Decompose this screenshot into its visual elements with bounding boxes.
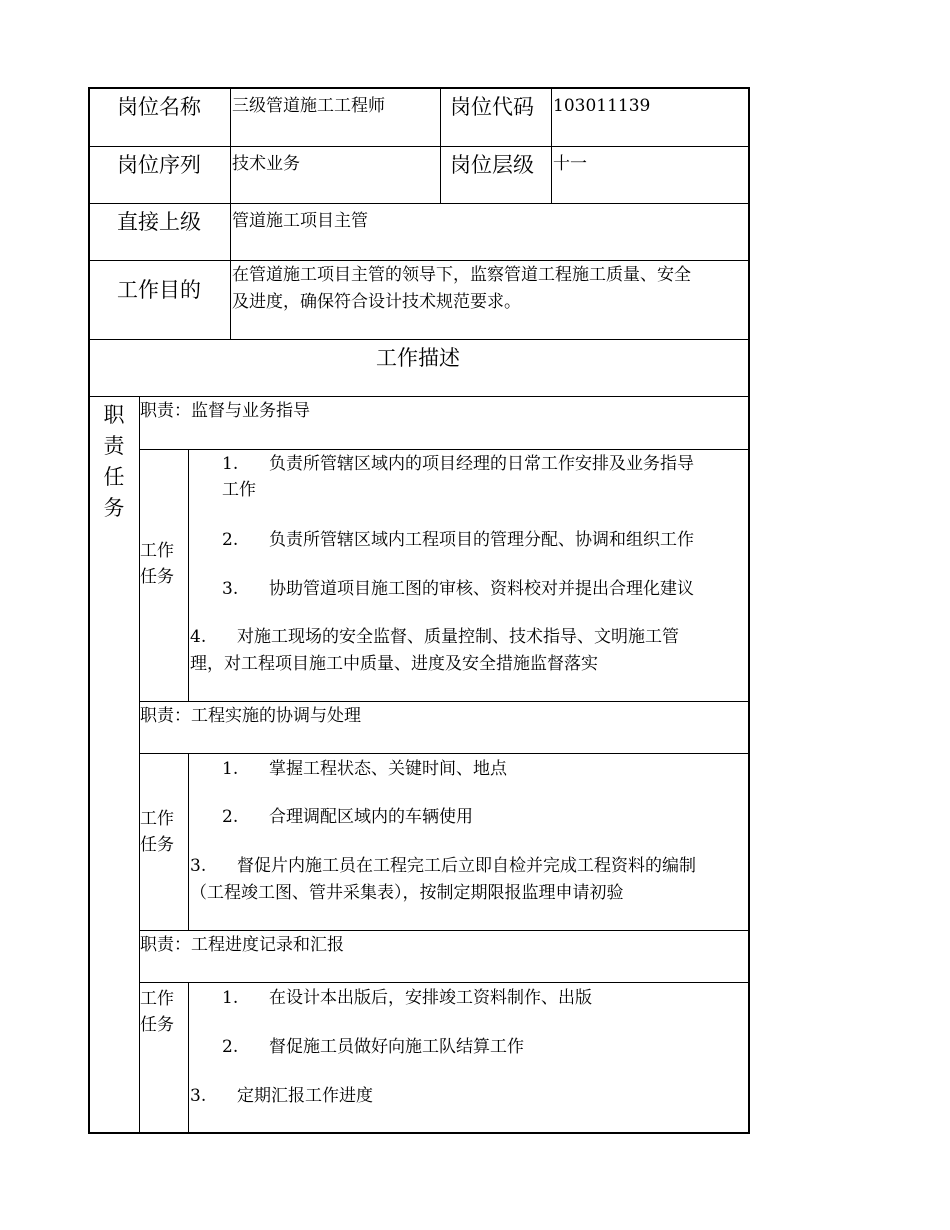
position-code-value: 103011139 bbox=[553, 96, 651, 116]
task-number: 3. bbox=[190, 856, 207, 876]
col-divider bbox=[188, 982, 189, 1133]
task-text-cont: 工作 bbox=[222, 480, 256, 500]
col-divider bbox=[188, 449, 189, 702]
duty-title: 职责：工程实施的协调与处理 bbox=[140, 706, 361, 726]
task-number: 2. bbox=[222, 1037, 239, 1057]
position-code-label: 岗位代码 bbox=[450, 95, 534, 119]
position-name-label: 岗位名称 bbox=[117, 95, 201, 119]
border-top bbox=[88, 87, 750, 89]
col-divider bbox=[188, 753, 189, 931]
task-label: 工作 任务 bbox=[140, 989, 174, 1035]
task-text-cont: 理，对工程项目施工中质量、进度及安全措施监督落实 bbox=[190, 654, 598, 674]
task-number: 1. bbox=[222, 454, 239, 474]
purpose-line-1: 在管道施工项目主管的领导下，监察管道工程施工质量、安全 bbox=[232, 265, 691, 285]
task-text: 定期汇报工作进度 bbox=[237, 1086, 373, 1106]
row-divider bbox=[139, 449, 750, 450]
col-divider bbox=[551, 87, 552, 204]
row-divider bbox=[88, 260, 750, 261]
row-divider bbox=[88, 146, 750, 147]
task-label: 工作 任务 bbox=[140, 541, 174, 587]
row-divider bbox=[88, 339, 750, 340]
task-text: 负责所管辖区域内工程项目的管理分配、协调和组织工作 bbox=[269, 530, 694, 550]
purpose-line-2: 及进度，确保符合设计技术规范要求。 bbox=[232, 292, 521, 312]
task-text: 协助管道项目施工图的审核、资料校对并提出合理化建议 bbox=[269, 579, 694, 599]
supervisor-value: 管道施工项目主管 bbox=[232, 211, 368, 231]
task-number: 2. bbox=[222, 807, 239, 827]
border-right bbox=[748, 87, 750, 1134]
sequence-value: 技术业务 bbox=[232, 154, 300, 174]
description-title: 工作描述 bbox=[376, 346, 460, 370]
task-text: 在设计本出版后，安排竣工资料制作、出版 bbox=[269, 988, 592, 1008]
task-number: 4. bbox=[190, 627, 207, 647]
level-value: 十一 bbox=[553, 154, 587, 174]
row-divider bbox=[88, 203, 750, 204]
supervisor-label: 直接上级 bbox=[117, 210, 201, 234]
col-divider bbox=[440, 87, 441, 204]
position-name-value: 三级管道施工工程师 bbox=[232, 96, 385, 116]
border-left bbox=[88, 87, 90, 1134]
task-label: 工作 任务 bbox=[140, 809, 174, 855]
row-divider bbox=[139, 982, 750, 983]
col-divider bbox=[230, 87, 231, 340]
row-divider bbox=[88, 396, 750, 397]
task-text: 合理调配区域内的车辆使用 bbox=[269, 807, 473, 827]
task-number: 1. bbox=[222, 759, 239, 779]
level-label: 岗位层级 bbox=[450, 153, 534, 177]
task-text: 掌握工程状态、关键时间、地点 bbox=[269, 759, 507, 779]
row-divider bbox=[139, 930, 750, 931]
task-text: 督促片内施工员在工程完工后立即自检并完成工程资料的编制 bbox=[237, 856, 696, 876]
task-text: 对施工现场的安全监督、质量控制、技术指导、文明施工管 bbox=[237, 627, 679, 647]
sequence-label: 岗位序列 bbox=[117, 153, 201, 177]
row-divider bbox=[139, 701, 750, 702]
row-divider bbox=[139, 753, 750, 754]
task-number: 2. bbox=[222, 530, 239, 550]
duty-title: 职责：工程进度记录和汇报 bbox=[140, 935, 344, 955]
task-text: 督促施工员做好向施工队结算工作 bbox=[269, 1037, 524, 1057]
task-number: 3. bbox=[222, 579, 239, 599]
duties-side-label: 职 责 任 务 bbox=[103, 403, 125, 520]
purpose-label: 工作目的 bbox=[117, 278, 201, 302]
duty-title: 职责：监督与业务指导 bbox=[140, 401, 310, 421]
task-text-cont: （工程竣工图、管井采集表），按制定期限报监理申请初验 bbox=[190, 883, 624, 903]
task-number: 3. bbox=[190, 1086, 207, 1106]
task-number: 1. bbox=[222, 988, 239, 1008]
task-text: 负责所管辖区域内的项目经理的日常工作安排及业务指导 bbox=[269, 454, 694, 474]
